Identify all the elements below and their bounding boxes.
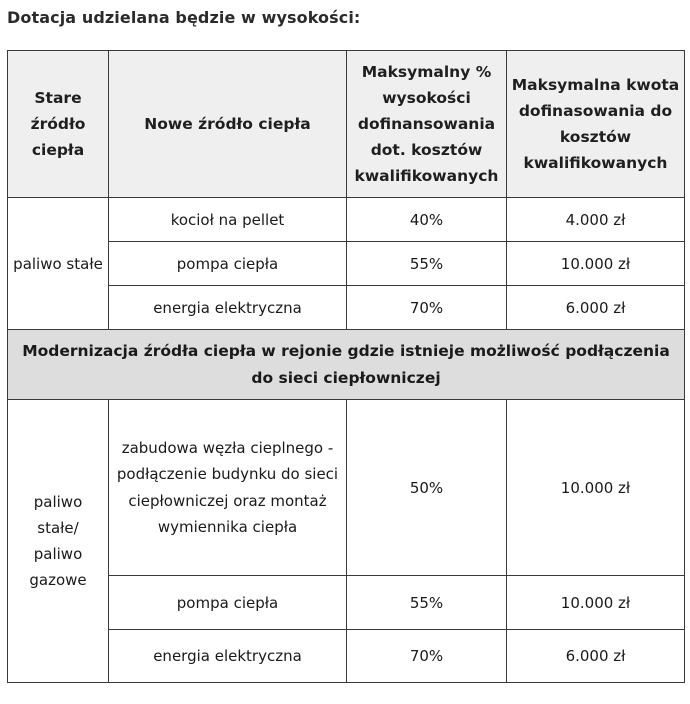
new-source-cell: pompa ciepła bbox=[109, 242, 347, 286]
table-row bbox=[8, 286, 685, 330]
percent-cell: 50% bbox=[347, 400, 507, 576]
section-row bbox=[8, 330, 685, 400]
table-row bbox=[8, 242, 685, 286]
old-source-cell: paliwo stałe bbox=[8, 198, 109, 330]
amount-cell: 4.000 zł bbox=[507, 198, 685, 242]
amount-cell: 10.000 zł bbox=[507, 400, 685, 576]
column-header-max-percent: Maksymalny % wysokości dofinansowania dot. kosztów kwalifikowanych bbox=[347, 51, 507, 198]
old-source-cell: paliwo stałe/ paliwo gazowe bbox=[8, 400, 109, 683]
amount-cell: 10.000 zł bbox=[507, 242, 685, 286]
percent-cell: 55% bbox=[347, 576, 507, 630]
new-source-cell: pompa ciepła bbox=[109, 576, 347, 630]
new-source-cell: zabudowa węzła cieplnego -podłączenie budynku do sieci ciepłowniczej oraz montaż wymiennika ciepła bbox=[109, 400, 347, 576]
subsidy-table bbox=[7, 50, 685, 683]
new-source-cell: kocioł na pellet bbox=[109, 198, 347, 242]
amount-cell: 10.000 zł bbox=[507, 576, 685, 630]
page-heading: Dotacja udzielana będzie w wysokości: bbox=[7, 8, 361, 27]
table-row bbox=[8, 400, 685, 576]
percent-cell: 70% bbox=[347, 286, 507, 330]
percent-cell: 70% bbox=[347, 630, 507, 683]
new-source-cell: energia elektryczna bbox=[109, 286, 347, 330]
amount-cell: 6.000 zł bbox=[507, 630, 685, 683]
table-header-row bbox=[8, 51, 685, 198]
percent-cell: 55% bbox=[347, 242, 507, 286]
amount-cell: 6.000 zł bbox=[507, 286, 685, 330]
percent-cell: 40% bbox=[347, 198, 507, 242]
table-row bbox=[8, 630, 685, 683]
table-row bbox=[8, 576, 685, 630]
column-header-new-source: Nowe źródło ciepła bbox=[109, 51, 347, 198]
section-title: Modernizacja źródła ciepła w rejonie gdzie istnieje możliwość podłączenia do sieci ciepłowniczej bbox=[8, 330, 685, 400]
new-source-cell: energia elektryczna bbox=[109, 630, 347, 683]
column-header-old-source: Stare źródło ciepła bbox=[8, 51, 109, 198]
table-row bbox=[8, 198, 685, 242]
column-header-max-amount: Maksymalna kwota dofinasowania do kosztów kwalifikowanych bbox=[507, 51, 685, 198]
